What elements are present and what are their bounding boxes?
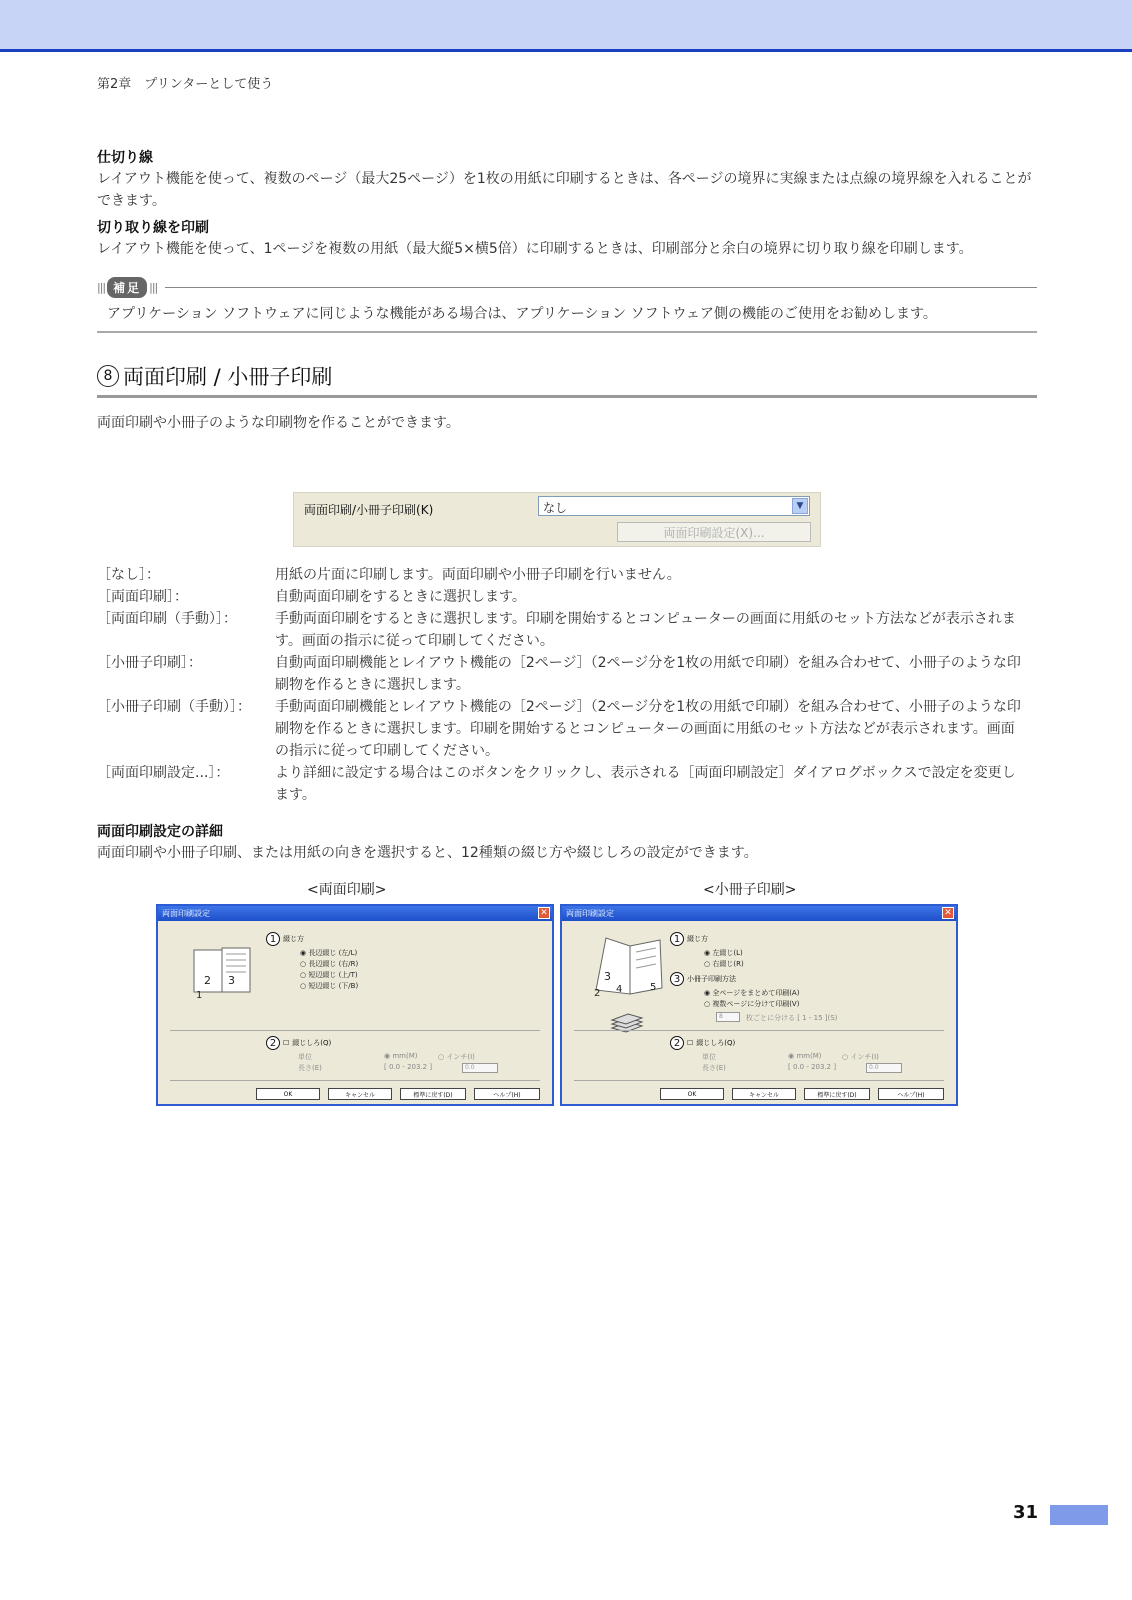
binding-section: 1 綴じ方 (670, 932, 708, 946)
detail-title: 両面印刷設定の詳細 (97, 824, 223, 840)
ok-button[interactable]: OK (660, 1088, 724, 1100)
note-divider (165, 287, 1037, 288)
cancel-button[interactable]: キャンセル (328, 1088, 392, 1100)
separator-title: 仕切り線 (97, 150, 153, 166)
cutline-text: レイアウト機能を使って、1ページを複数の用紙（最大縦5×横5倍）に印刷するときは、印刷部分と余白の境界に切り取り線を印刷します。 (97, 241, 973, 257)
reset-button[interactable]: 標準に戻す(D) (804, 1088, 870, 1100)
note-bars-icon: ||| (97, 280, 106, 294)
page-number: 31 (1013, 1502, 1039, 1523)
dialog-titlebar (562, 906, 956, 921)
list-item: ［両面印刷］： 自動両面印刷をするときに選択します。 (97, 589, 526, 605)
separator-text: レイアウト機能を使って、複数のページ（最大25ページ）を1枚の用紙に印刷するときは、各ページの境界に実線または点線の境界線を入れることができます。 (97, 171, 1032, 209)
booklet-dialog: 両面印刷設定 ✕ 3 2 4 5 1 綴じ方 ◉ 左綴じ(L) ○ 右綴じ(R) 3 小冊子印刷方法 ◉ 全ページをまとめて印刷(A) ○ 複数ページに分けて印刷(V) 8 枚ごとに分ける [ 1 - 15 ](S) 2 ☐ 綴じしろ(Q) 単位 長さ(E) ◉ mm(M) ○ インチ(I) [ 0.0 - 203.2 ] 0.0 OK キャンセル 標準に戻す(D) ヘルプ(H) (560, 904, 958, 1106)
help-button[interactable]: ヘルプ(H) (474, 1088, 540, 1100)
detail-text: 両面印刷や小冊子印刷、または用紙の向きを選択すると、12種類の綴じ方や綴じしろの設定ができます。 (97, 845, 758, 861)
duplex-settings-button[interactable]: 両面印刷設定(X)... (617, 522, 811, 542)
radio-long-left[interactable]: ◉ 長辺綴じ (左/L) (300, 949, 358, 957)
svg-text:3: 3 (228, 974, 235, 987)
close-icon[interactable]: ✕ (538, 907, 550, 919)
top-band (0, 0, 1132, 52)
radio-unit-mm[interactable]: ◉ mm(M) (384, 1052, 418, 1060)
list-item: ［なし］： 用紙の片面に印刷します。両面印刷や小冊子印刷を行いません。 (97, 567, 681, 583)
booklet-illustration-icon (590, 932, 670, 1002)
detail-section (97, 822, 1022, 864)
section-number: 8 (97, 365, 119, 387)
definition-list (97, 564, 1022, 806)
binding-illustration-icon (188, 944, 258, 1004)
section-title (97, 361, 1037, 398)
close-icon[interactable]: ✕ (942, 907, 954, 919)
chevron-down-icon[interactable]: ▼ (792, 498, 808, 514)
radio-unit-mm[interactable]: ◉ mm(M) (788, 1052, 822, 1060)
margin-section[interactable]: 2 ☐ 綴じしろ(Q) (670, 1036, 735, 1050)
radio-unit-inch[interactable]: ○ インチ(I) (438, 1053, 475, 1061)
duplex-dialog: 両面印刷設定 ✕ 2 3 1 1 綴じ方 ◉ 長辺綴じ (左/L) ○ 長辺綴じ (右/R) ○ 短辺綴じ (上/T) ○ 短辺綴じ (下/B) 2 ☐ 綴じしろ(Q) 単位 長さ(E) ◉ mm(M) ○ インチ(I) [ 0.0 - 203.2 ] 0.0 OK キャンセル 標準に戻す(D) ヘルプ(H) (156, 904, 554, 1106)
sheets-input[interactable]: 8 (716, 1012, 740, 1022)
margin-input[interactable]: 0.0 (462, 1063, 498, 1073)
radio-right-binding[interactable]: ○ 右綴じ(R) (704, 960, 744, 968)
cancel-button[interactable]: キャンセル (732, 1088, 796, 1100)
duplex-select[interactable] (538, 496, 810, 516)
note-bars-icon: ||| (149, 280, 158, 294)
section-intro: 両面印刷や小冊子のような印刷物を作ることができます。 (97, 415, 460, 431)
list-item: ［両面印刷（手動）］： 手動両面印刷をするときに選択します。印刷を開始するとコンピューターの画面に用紙のセット方法などが表示されます。画面の指示に従って印刷してください。 (97, 611, 1016, 649)
note-text: アプリケーション ソフトウェアに同じような機能がある場合は、アプリケーション ソフトウェア側の機能のご使用をお勧めします。 (97, 298, 1037, 333)
binding-section: 1 綴じ方 (266, 932, 304, 946)
reset-button[interactable]: 標準に戻す(D) (400, 1088, 466, 1100)
page-tab (1050, 1505, 1108, 1525)
chapter-header: 第2章 プリンターとして使う (97, 77, 274, 92)
radio-left-binding[interactable]: ◉ 左綴じ(L) (704, 949, 743, 957)
cutline-title: 切り取り線を印刷 (97, 220, 209, 236)
section-title-text: 両面印刷 / 小冊子印刷 (123, 365, 333, 389)
list-item: ［小冊子印刷（手動）］： 手動両面印刷機能とレイアウト機能の［2ページ］（2ページ分を1枚の用紙で印刷）を組み合わせて、小冊子のような印刷物を作るときに選択します。印刷を開始するとコンピューターの画面に用紙のセット方法などが表示されます。画面の指示に従って印刷してください。 (97, 699, 1021, 759)
margin-section[interactable]: 2 ☐ 綴じしろ(Q) (266, 1036, 331, 1050)
radio-short-bottom[interactable]: ○ 短辺綴じ (下/B) (300, 982, 359, 990)
help-button[interactable]: ヘルプ(H) (878, 1088, 944, 1100)
svg-text:2: 2 (204, 974, 211, 987)
radio-unit-inch[interactable]: ○ インチ(I) (842, 1053, 879, 1061)
dialog-title: 両面印刷設定 (566, 909, 614, 918)
main-content (97, 148, 1037, 432)
svg-text:2: 2 (594, 988, 601, 999)
duplex-label: 両面印刷/小冊子印刷(K) (304, 503, 434, 517)
margin-input[interactable]: 0.0 (866, 1063, 902, 1073)
svg-text:5: 5 (650, 982, 657, 993)
svg-text:4: 4 (616, 984, 623, 995)
svg-text:1: 1 (196, 990, 203, 1001)
radio-long-right[interactable]: ○ 長辺綴じ (右/R) (300, 960, 359, 968)
list-item: ［両面印刷設定...］： より詳細に設定する場合はこのボタンをクリックし、表示される［両面印刷設定］ダイアログボックスで設定を変更します。 (97, 765, 1016, 803)
method-section: 3 小冊子印刷方法 (670, 972, 736, 986)
radio-all-pages[interactable]: ◉ 全ページをまとめて印刷(A) (704, 989, 800, 997)
list-item: ［小冊子印刷］： 自動両面印刷機能とレイアウト機能の［2ページ］（2ページ分を1枚の用紙で印刷）を組み合わせて、小冊子のような印刷物を作るときに選択します。 (97, 655, 1021, 693)
caption-duplex: <両面印刷> (307, 882, 387, 898)
dialog-titlebar (158, 906, 552, 921)
note-box (97, 276, 1037, 333)
radio-short-top[interactable]: ○ 短辺綴じ (上/T) (300, 971, 358, 979)
caption-booklet: <小冊子印刷> (703, 882, 797, 898)
duplex-select-value: なし (543, 501, 568, 515)
radio-split-pages[interactable]: ○ 複数ページに分けて印刷(V) (704, 1000, 800, 1008)
dialog-title: 両面印刷設定 (162, 909, 210, 918)
duplex-setting-panel (293, 492, 821, 547)
svg-text:3: 3 (604, 970, 611, 983)
ok-button[interactable]: OK (256, 1088, 320, 1100)
note-label: 補足 (107, 277, 147, 298)
note-badge (97, 277, 157, 298)
